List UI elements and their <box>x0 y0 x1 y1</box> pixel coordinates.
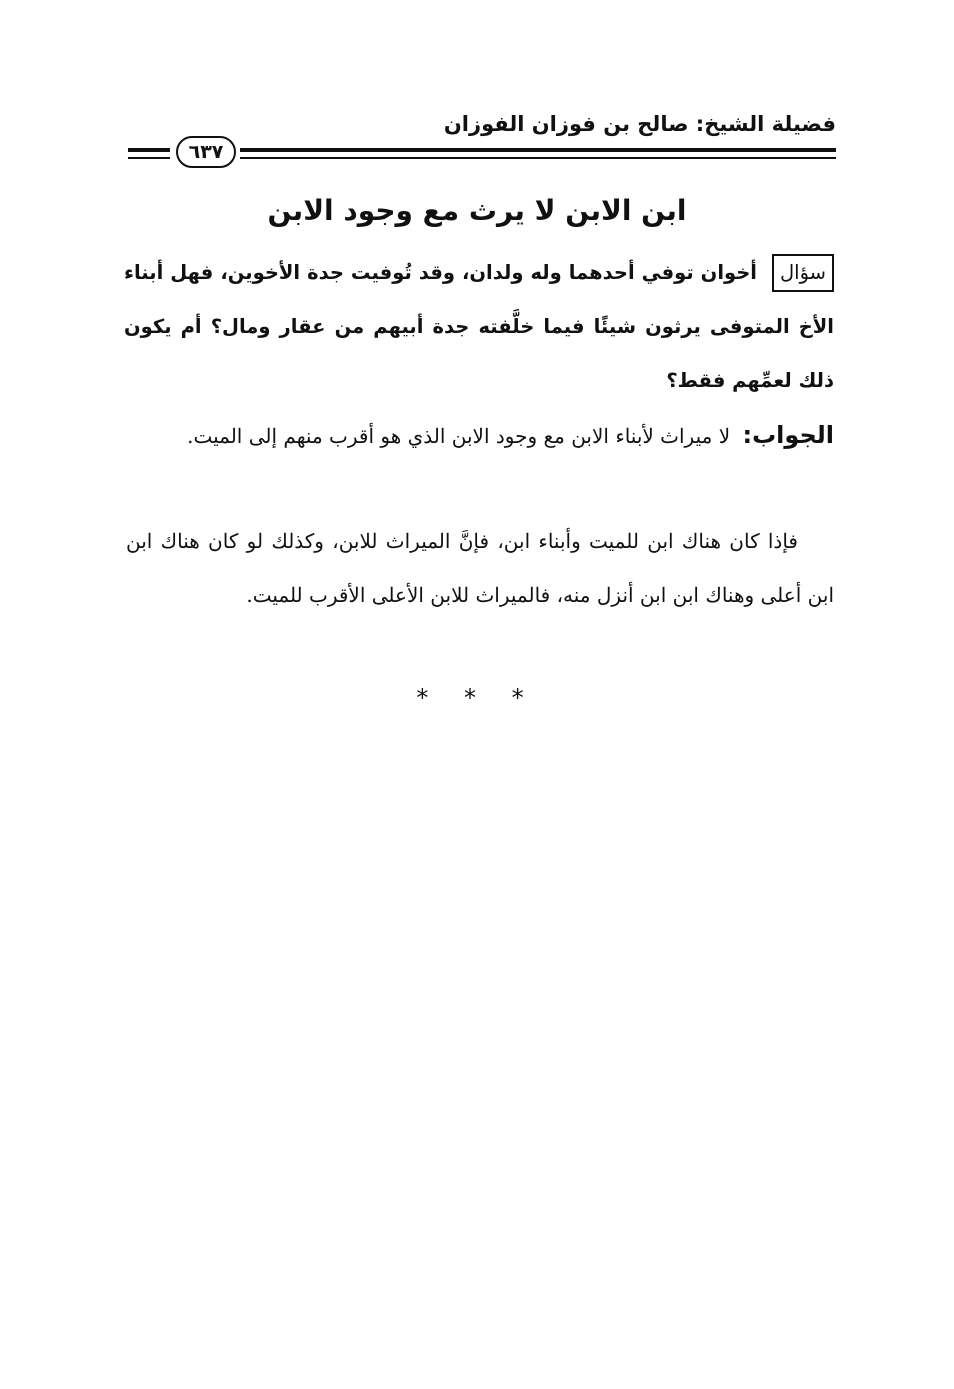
question-text: أخوان توفي أحدهما وله ولدان، وقد تُوفيت جدة الأخوين، فهل أبناء الأخ المتوفى يرثون شيئًا فيما خلَّفته جدة أبيهم من عقار ومال؟ أم يكون ذلك لعمِّهم فقط؟ <box>124 261 834 392</box>
header-rule-thin <box>240 157 836 159</box>
header-rule-short-thick <box>128 148 170 152</box>
question-label: سؤال <box>772 254 834 292</box>
answer-block <box>126 408 834 463</box>
header-rule-short <box>128 148 170 162</box>
header-rule <box>240 148 836 162</box>
article-title: ابن الابن لا يرث مع وجود الابن <box>267 194 687 227</box>
header-rule-short-thin <box>128 157 170 159</box>
header-rule-thick <box>240 148 836 152</box>
page-number: ٦٣٧ <box>176 136 236 168</box>
answer-label: الجواب: <box>742 421 834 449</box>
answer-text: لا ميراث لأبناء الابن مع وجود الابن الذي هو أقرب منهم إلى الميت. <box>187 424 731 448</box>
section-separator: * * * <box>416 684 538 712</box>
question-block <box>124 246 834 408</box>
answer-paragraph-2: فإذا كان هناك ابن للميت وأبناء ابن، فإنَّ الميراث للابن، وكذلك لو كان هناك ابن ابن أعلى وهناك ابن ابن أنزل منه، فالميراث للابن الأعلى الأقرب للميت. <box>126 529 834 607</box>
running-header: فضيلة الشيخ: صالح بن فوزان الفوزان <box>443 112 836 136</box>
